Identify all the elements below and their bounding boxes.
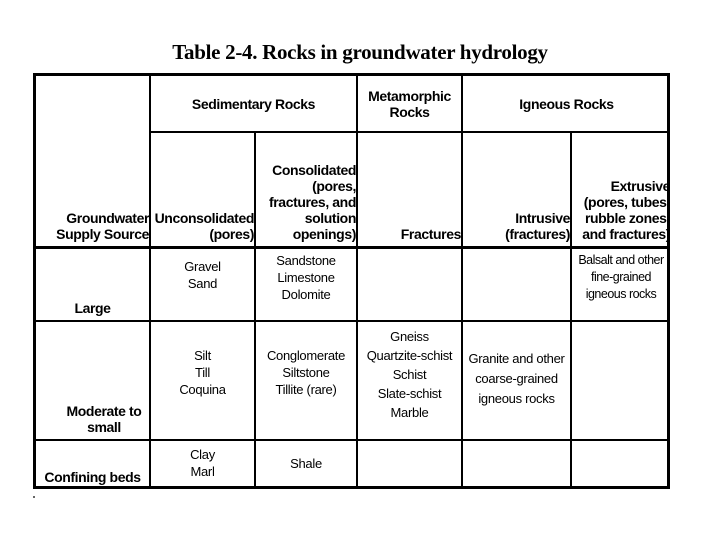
header-fractures: Fractures <box>400 226 461 242</box>
row-label-moderate: Moderate to small <box>66 403 142 435</box>
header-extrusive: Extrusive (pores, tubes, rubble zones, and fractures) <box>582 178 670 242</box>
cell-confining-unconsolidated: Clay Marl <box>190 447 215 479</box>
header-metamorphic: Metamorphic Rocks <box>368 87 451 120</box>
header-sedimentary: Sedimentary Rocks <box>191 95 316 112</box>
scan-speck <box>33 496 35 498</box>
header-igneous: Igneous Rocks <box>519 95 614 112</box>
cell-large-consolidated: Sandstone Limestone Dolomite <box>276 253 336 302</box>
cell-large-extrusive: Balsalt and other fine-grained igneous rocks <box>578 253 664 301</box>
table-title: Table 2-4. Rocks in groundwater hydrology <box>172 40 548 64</box>
cell-moderate-unconsolidated: Silt Till Coquina <box>179 348 226 397</box>
header-intrusive: Intrusive (fractures) <box>505 210 570 242</box>
cell-moderate-intrusive: Granite and other coarse-grained igneous rocks <box>468 351 565 406</box>
header-consolidated: Consolidated (pores, fractures, and solution openings) <box>269 162 356 242</box>
header-source: Groundwater Supply Source <box>56 210 149 242</box>
header-unconsolidated: Unconsolidated (pores) <box>154 210 254 242</box>
row-label-confining: Confining beds <box>44 469 141 485</box>
cell-moderate-consolidated: Conglomerate Siltstone Tillite (rare) <box>266 348 346 397</box>
cell-large-unconsolidated: Gravel Sand <box>184 259 221 291</box>
row-label-large: Large <box>74 300 111 316</box>
cell-moderate-fractures: Gneiss Quartzite-schist Schist Slate-schist Marble <box>366 329 453 420</box>
cell-confining-consolidated: Shale <box>290 456 322 471</box>
rocks-table <box>33 73 670 489</box>
